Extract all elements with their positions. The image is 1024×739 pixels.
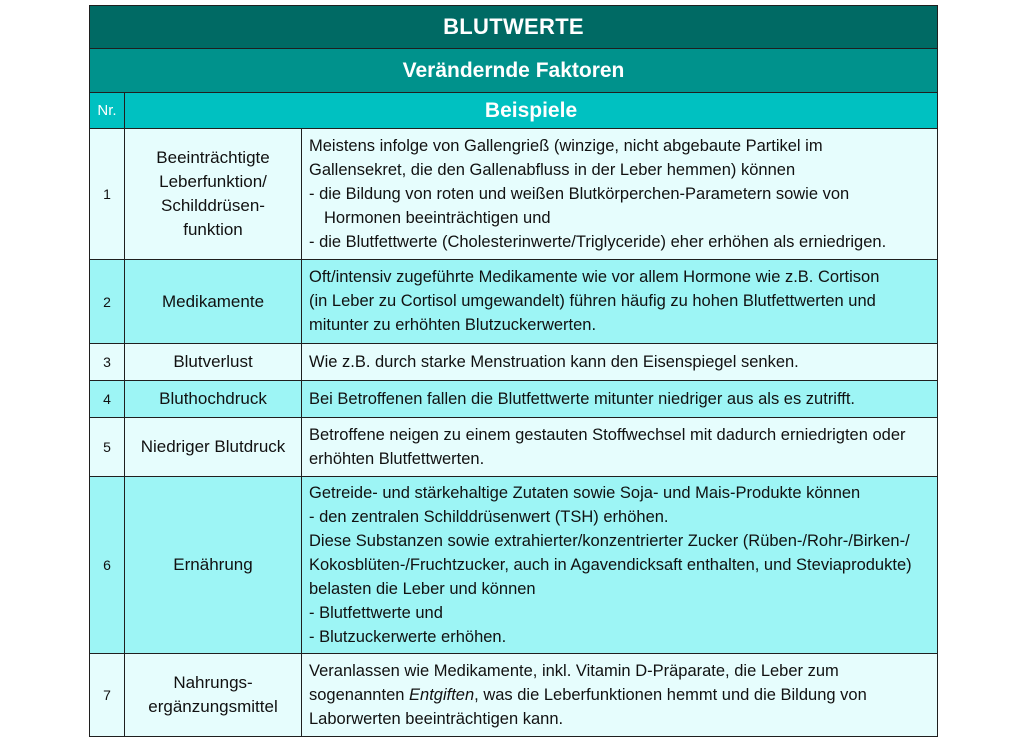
column-header-examples: Beispiele	[125, 93, 938, 129]
description-line: Gallensekret, die den Gallenabfluss in der Leber hemmen) können	[309, 160, 796, 179]
description-line: Laborwerten beeinträchtigen kann.	[309, 709, 564, 728]
row-number: 1	[90, 129, 125, 260]
description-text: , was die Leberfunktionen hemmt und die Bildung von	[474, 685, 867, 704]
row-number: 3	[90, 344, 125, 381]
row-description	[302, 418, 938, 477]
emphasized-term: Entgiften	[409, 685, 475, 704]
row-factor	[125, 381, 302, 418]
row-number: 6	[90, 477, 125, 654]
description-text: sogenannten	[309, 685, 410, 704]
table-row	[90, 418, 938, 477]
description-line: erhöhten Blutfettwerten.	[309, 449, 485, 468]
column-header-nr: Nr.	[90, 93, 125, 129]
factor-line: Schilddrüsen-	[161, 196, 265, 215]
table-row	[90, 477, 938, 654]
description-line: Bei Betroffenen fallen die Blutfettwerte mitunter niedriger aus als es zutrifft.	[309, 389, 856, 408]
description-line: Diese Substanzen sowie extrahierter/konzentrierter Zucker (Rüben-/Rohr-/Birken-/	[309, 531, 910, 550]
row-number: 4	[90, 381, 125, 418]
table-row	[90, 344, 938, 381]
blood-values-table	[89, 5, 938, 737]
table-title: BLUTWERTE	[90, 6, 938, 49]
description-line: Wie z.B. durch starke Menstruation kann den Eisenspiegel senken.	[309, 352, 799, 371]
description-line	[309, 683, 931, 707]
row-description	[302, 477, 938, 654]
subtitle-row	[90, 49, 938, 93]
factor-line: Blutverlust	[173, 352, 253, 371]
description-line: Meistens infolge von Gallengrieß (winzige, nicht abgebaute Partikel im	[309, 136, 823, 155]
description-line: Betroffene neigen zu einem gestauten Stoffwechsel mit dadurch erniedrigten oder	[309, 425, 906, 444]
row-description	[302, 654, 938, 737]
table-row	[90, 260, 938, 344]
description-line: - Blutzuckerwerte erhöhen.	[309, 627, 507, 646]
factor-line: Leberfunktion/	[159, 172, 267, 191]
row-description	[302, 260, 938, 344]
factor-line: funktion	[183, 220, 243, 239]
row-factor	[125, 654, 302, 737]
description-line: belasten die Leber und können	[309, 579, 536, 598]
row-number: 5	[90, 418, 125, 477]
column-header-row	[90, 93, 938, 129]
factor-line: Medikamente	[161, 291, 265, 311]
table-row	[90, 381, 938, 418]
row-factor	[125, 129, 302, 260]
table-row	[90, 129, 938, 260]
description-line: Hormonen beeinträchtigen und	[324, 208, 551, 227]
title-row	[90, 6, 938, 49]
row-factor	[125, 418, 302, 477]
row-description	[302, 344, 938, 381]
description-line: mitunter zu erhöhten Blutzuckerwerten.	[309, 316, 597, 334]
factor-line: Ernährung	[173, 555, 253, 574]
table-subtitle: Verändernde Faktoren	[90, 49, 938, 93]
description-line: Getreide- und stärkehaltige Zutaten sowie Soja- und Mais-Produkte können	[309, 483, 861, 502]
factor-line: Bluthochdruck	[159, 389, 267, 408]
row-description	[302, 129, 938, 260]
factor-line: ergänzungsmittel	[148, 697, 278, 716]
row-number: 2	[90, 260, 125, 344]
description-line: Oft/intensiv zugeführte Medikamente wie vor allem Hormone wie z.B. Cortison	[309, 268, 880, 286]
row-description	[302, 381, 938, 418]
row-factor	[125, 344, 302, 381]
table-row	[90, 654, 938, 737]
row-number: 7	[90, 654, 125, 737]
factor-line: Niedriger Blutdruck	[140, 437, 286, 456]
description-line: (in Leber zu Cortisol umgewandelt) führen häufig zu hohen Blutfettwerten und	[309, 292, 876, 310]
row-factor	[125, 260, 302, 344]
description-line: - die Bildung von roten und weißen Blutkörperchen-Parametern sowie von	[309, 184, 850, 203]
row-factor	[125, 477, 302, 654]
description-line: - die Blutfettwerte (Cholesterinwerte/Triglyceride) eher erhöhen als erniedrigen.	[309, 232, 887, 251]
description-line: Veranlassen wie Medikamente, inkl. Vitamin D-Präparate, die Leber zum	[309, 661, 839, 680]
description-line: - den zentralen Schilddrüsenwert (TSH) erhöhen.	[309, 507, 669, 526]
factor-line: Beeinträchtigte	[156, 148, 270, 167]
description-line: Kokosblüten-/Fruchtzucker, auch in Agavendicksaft enthalten, und Steviaprodukte)	[309, 555, 912, 574]
description-line: - Blutfettwerte und	[309, 603, 443, 622]
factor-line: Nahrungs-	[173, 673, 253, 692]
